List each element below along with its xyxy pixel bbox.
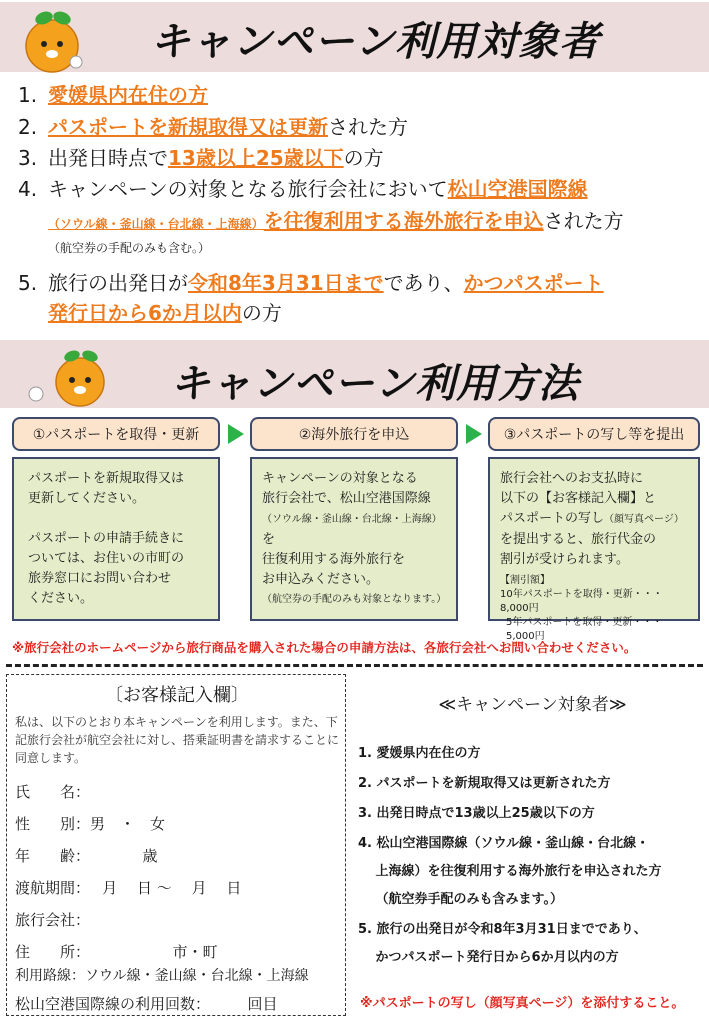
form-row-period[interactable]: 渡航期間： 月 日 〜 月 日 xyxy=(15,879,242,897)
customer-form xyxy=(6,674,346,1016)
mascot-icon xyxy=(14,4,92,74)
side-item: 3. 出発日時点で13歳以上25歳以下の方 xyxy=(358,806,595,821)
criterion-5: 5. 旅行の出発日が令和8年3月31日までであり、かつパスポート xyxy=(18,271,604,295)
step1-header: ①パスポートを取得・更新 xyxy=(12,417,220,451)
form-row-agency[interactable]: 旅行会社： xyxy=(15,911,91,929)
arrow-right-icon xyxy=(228,424,244,444)
criterion-2: 2. パスポートを新規取得又は更新された方 xyxy=(18,115,408,139)
step3-body: 旅行会社へのお支払時に 以下の【お客様記入欄】と パスポートの写し（顔写真ページ） を提出すると、旅行代金の 割引が受けられます。 【割引額】 10年パスポートを取得・更新・・・ 8,000円 5年パスポートを取得・更新・・・ 5,000円 xyxy=(488,457,700,621)
side-note: ※パスポートの写し（顔写真ページ）を添付すること。 xyxy=(360,996,685,1011)
side-item: 5. 旅行の出発日が令和8年3月31日までであり、 xyxy=(358,922,647,937)
warning-note: ※旅行会社のホームページから旅行商品を購入された場合の申請方法は、各旅行会社へお問い合わせください。 xyxy=(12,640,637,655)
form-row-address[interactable]: 住 所： 市・町 xyxy=(15,943,218,961)
step3-header: ③パスポートの写し等を提出 xyxy=(488,417,700,451)
form-row-count[interactable]: 松山空港国際線の利用回数： 回目 xyxy=(15,995,278,1013)
form-row-name[interactable]: 氏 名： xyxy=(15,783,91,801)
step2-body: キャンペーンの対象となる 旅行会社で、松山空港国際線 （ソウル線・釜山線・台北線・上海線）を 往復利用する海外旅行を お申込みください。 （航空券の手配のみも対象となります。） xyxy=(250,457,458,621)
side-item: 上海線）を往復利用する海外旅行を申込された方 xyxy=(358,864,662,879)
criterion-4-note: （航空券の手配のみも含む。） xyxy=(48,241,211,255)
step1-body: パスポートを新規取得又は 更新してください。 パスポートの申請手続きに ついては、お住いの市町の 旅券窓口にお問い合わせ ください。 xyxy=(12,457,220,621)
form-row-gender[interactable]: 性 別：男 ・ 女 xyxy=(15,815,166,833)
arrow-right-icon xyxy=(466,424,482,444)
criterion-4-line2: （ソウル線・釜山線・台北線・上海線）を往復利用する海外旅行を申込された方 xyxy=(48,209,624,233)
section2-title: キャンペーン利用方法 xyxy=(170,361,580,407)
side-title: ≪キャンペーン対象者≫ xyxy=(438,695,627,715)
side-item: 2. パスポートを新規取得又は更新された方 xyxy=(358,776,611,791)
side-item: （航空券手配のみも含みます。） xyxy=(358,892,563,907)
criterion-1: 1. 愛媛県内在住の方 xyxy=(18,83,208,107)
step2-header: ②海外旅行を申込 xyxy=(250,417,458,451)
criterion-5-line2: 発行日から6か月以内の方 xyxy=(48,301,282,325)
side-item: かつパスポート発行日から6か月以内の方 xyxy=(358,950,619,965)
cut-line xyxy=(6,664,703,667)
section1-title: キャンペーン利用対象者 xyxy=(150,19,601,65)
criterion-3: 3. 出発日時点で13歳以上25歳以下の方 xyxy=(18,146,384,170)
criterion-4: 4. キャンペーンの対象となる旅行会社において松山空港国際線 xyxy=(18,177,588,201)
form-intro: 私は、以下のとおり本キャンペーンを利用します。また、下記旅行会社が航空会社に対し、搭乗証明書を請求することに同意します。 xyxy=(15,715,340,765)
form-row-route[interactable]: 利用路線：ソウル線・釜山線・台北線・上海線 xyxy=(15,968,309,984)
side-item: 1. 愛媛県内在住の方 xyxy=(358,746,481,761)
side-item: 4. 松山空港国際線（ソウル線・釜山線・台北線・ xyxy=(358,836,650,851)
form-title: 〔お客様記入欄〕 xyxy=(105,685,249,706)
mascot-icon xyxy=(14,342,114,410)
form-row-age[interactable]: 年 齢： 歳 xyxy=(15,847,158,865)
